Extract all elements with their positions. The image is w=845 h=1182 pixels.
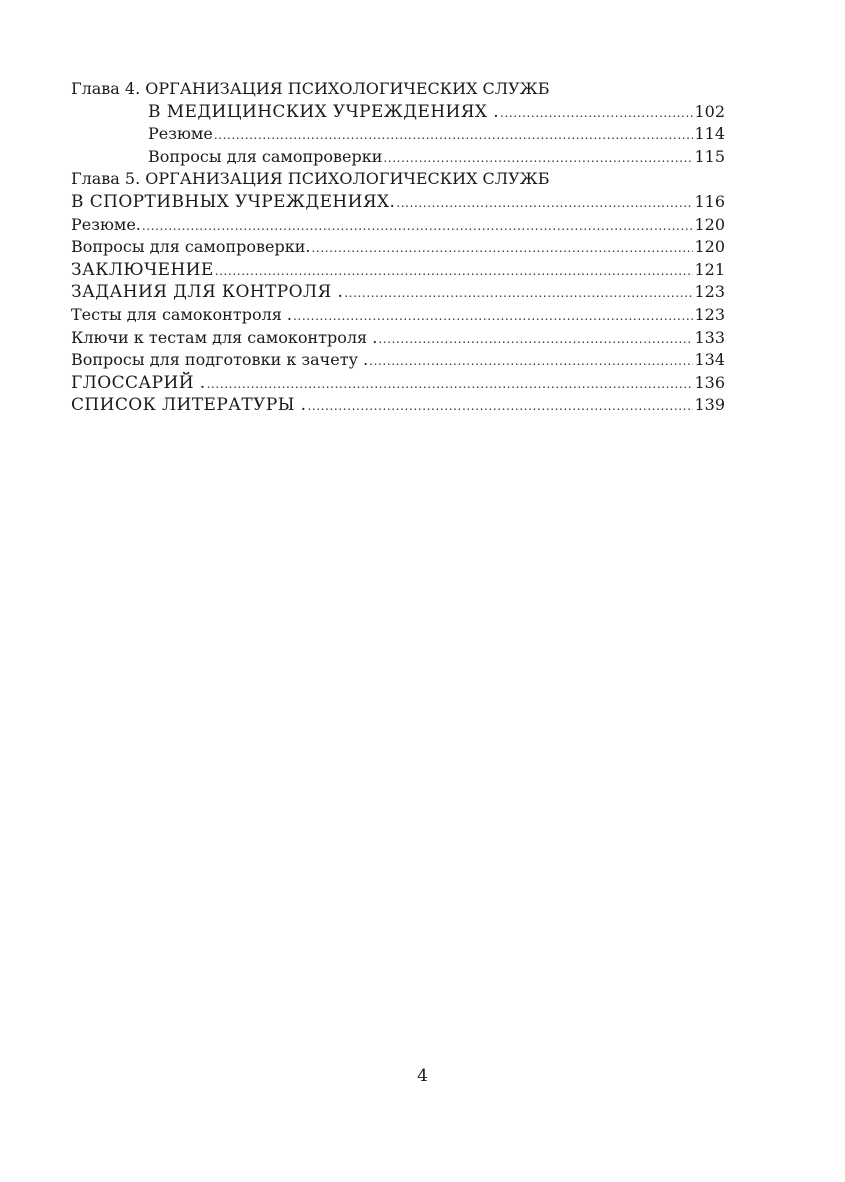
toc-entry-page: 114 — [694, 124, 725, 144]
toc-entry-page: 139 — [694, 395, 725, 415]
table-of-contents — [71, 78, 725, 417]
dot-leader — [369, 350, 693, 373]
toc-entry-title: Резюме — [148, 124, 213, 144]
toc-entry[interactable] — [71, 259, 725, 282]
toc-entry[interactable] — [71, 146, 725, 169]
toc-entry[interactable] — [71, 123, 725, 146]
toc-entry-page: 120 — [694, 214, 725, 234]
dot-leader — [207, 373, 694, 396]
toc-entry[interactable] — [71, 372, 725, 395]
toc-entry[interactable] — [71, 281, 725, 304]
toc-entry-title: ЗАКЛЮЧЕНИЕ — [71, 259, 214, 280]
toc-entry-title: В СПОРТИВНЫХ УЧРЕЖДЕНИЯХ. — [71, 191, 396, 212]
toc-entry-title: СПИСОК ЛИТЕРАТУРЫ . — [71, 395, 307, 416]
toc-entry[interactable] — [71, 327, 725, 350]
toc-entry-title: ГЛОССАРИЙ . — [71, 372, 206, 393]
toc-chapter-4-heading — [71, 78, 725, 101]
toc-entry-page: 102 — [694, 101, 725, 121]
toc-entry-page: 123 — [694, 282, 725, 302]
dot-leader — [344, 282, 693, 305]
toc-entry[interactable] — [71, 214, 725, 237]
dot-leader — [396, 192, 693, 215]
toc-entry-page: 121 — [694, 259, 725, 279]
toc-entry-title: Глава 5. ОРГАНИЗАЦИЯ ПСИХОЛОГИЧЕСКИХ СЛУЖБ — [71, 169, 550, 189]
toc-entry[interactable] — [71, 394, 725, 417]
dot-leader — [383, 147, 693, 170]
toc-chapter-5-heading — [71, 168, 725, 191]
toc-entry[interactable] — [71, 236, 725, 259]
toc-entry-title: Резюме. — [71, 214, 141, 234]
toc-entry[interactable] — [71, 101, 725, 124]
toc-entry-title: Вопросы для самопроверки — [148, 146, 383, 166]
dot-leader — [214, 124, 694, 147]
toc-entry-page: 136 — [694, 372, 725, 392]
toc-entry-title: Ключи к тестам для самоконтроля . — [71, 327, 378, 347]
toc-entry-page: 134 — [694, 350, 725, 370]
toc-entry-title: Вопросы для подготовки к зачету . — [71, 350, 369, 370]
dot-leader — [500, 102, 693, 125]
toc-entry-title: Вопросы для самопроверки. — [71, 237, 311, 257]
dot-leader — [312, 237, 694, 260]
toc-entry-page: 123 — [694, 304, 725, 324]
toc-entry-title: В МЕДИЦИНСКИХ УЧРЕЖДЕНИЯХ . — [148, 101, 500, 122]
toc-entry[interactable] — [71, 304, 725, 327]
toc-entry-page: 133 — [694, 327, 725, 347]
dot-leader — [215, 260, 694, 283]
toc-entry-page: 116 — [694, 191, 725, 211]
dot-leader — [307, 395, 693, 418]
dot-leader — [293, 305, 693, 328]
toc-entry[interactable] — [71, 349, 725, 372]
dot-leader — [378, 328, 693, 351]
toc-entry-page: 115 — [694, 146, 725, 166]
toc-entry-page: 120 — [694, 237, 725, 257]
toc-entry-title: Тесты для самоконтроля . — [71, 304, 292, 324]
toc-entry-title: ЗАДАНИЯ ДЛЯ КОНТРОЛЯ . — [71, 282, 344, 303]
toc-entry[interactable] — [71, 191, 725, 214]
toc-entry-title: Глава 4. ОРГАНИЗАЦИЯ ПСИХОЛОГИЧЕСКИХ СЛУЖБ — [71, 79, 550, 98]
dot-leader — [142, 215, 694, 238]
page-number: 4 — [417, 1066, 428, 1086]
